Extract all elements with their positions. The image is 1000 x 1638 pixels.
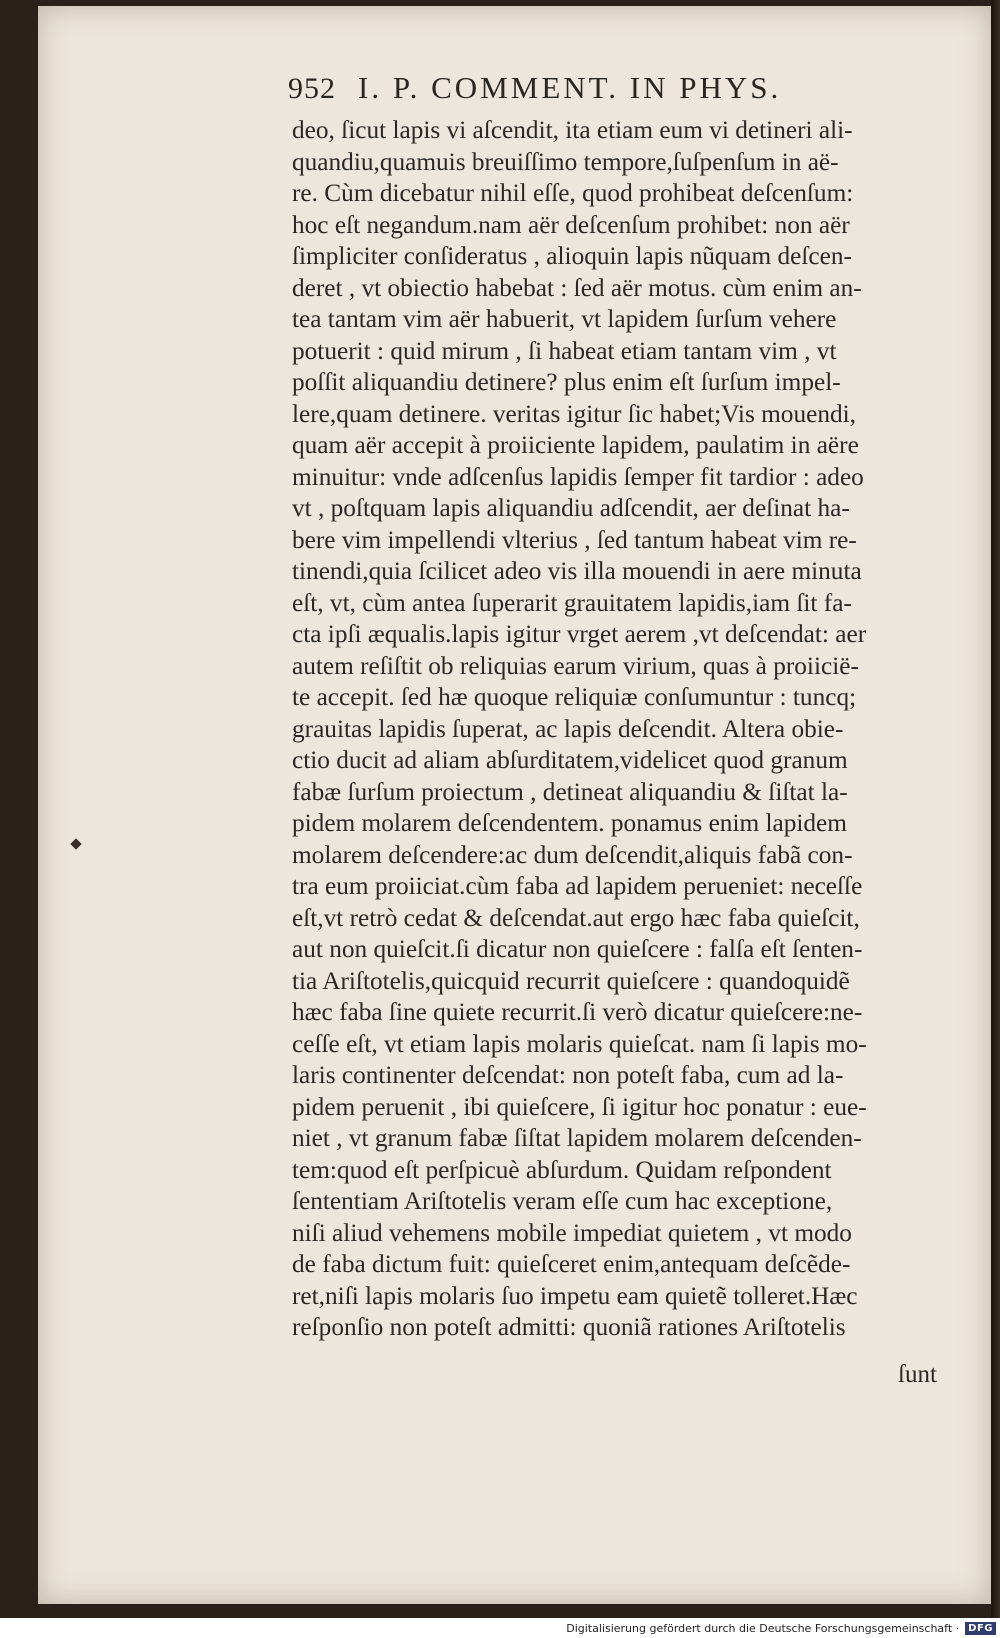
text-line: cta ipſi æqualis.lapis igitur vrget aerem ,vt deſcendat: aer — [292, 620, 867, 648]
text-line: poſſit aliquandiu detinere? plus enim eſt ſurſum impel- — [292, 368, 841, 396]
catchword: ſunt — [898, 1361, 937, 1388]
text-line: deret , vt obiectio habebat : ſed aër motus. cùm enim an- — [292, 273, 862, 302]
text-line: tia Ariſtotelis,quicquid recurrit quieſcere : quandoquidẽ — [292, 966, 850, 995]
text-line: niet , vt granum fabæ ſiſtat lapidem molarem deſcenden- — [292, 1124, 862, 1152]
text-line: hoc eſt negandum.nam aër deſcenſum prohibet: non aër — [292, 210, 850, 239]
text-line: minuitur: vnde adſcenſus lapidis ſemper fit tardior : adeo — [292, 462, 864, 491]
digitization-footer — [0, 1618, 1000, 1638]
text-line: tinendi,quia ſcilicet adeo vis illa mouendi in aere minuta — [292, 557, 862, 585]
text-line: eſt,vt retrò cedat & deſcendat.aut ergo hæc faba quieſcit, — [292, 903, 860, 932]
text-line: reſponſio non poteſt admitti: quoniã rationes Ariſtotelis — [292, 1313, 846, 1341]
text-line: ret,niſi lapis molaris ſuo impetu eam quietẽ tolleret.Hæc — [292, 1281, 858, 1310]
text-line: ceſſe eſt, vt etiam lapis molaris quieſcat. nam ſi lapis mo- — [292, 1029, 867, 1058]
text-line: quam aër accepit à proiiciente lapidem, paulatim in aëre — [292, 431, 859, 459]
text-line: ſimpliciter conſideratus , alioquin lapis nũquam deſcen- — [292, 242, 852, 270]
text-line: ſententiam Ariſtotelis veram eſſe cum hac exceptione, — [292, 1187, 833, 1215]
text-line: potuerit : quid mirum , ſi habeat etiam tantam vim , vt — [292, 336, 837, 365]
funding-credit: Digitalisierung gefördert durch die Deutsche Forschungsgemeinschaft · — [566, 1621, 960, 1635]
dfg-logo: DFG — [965, 1622, 996, 1635]
text-line: grauitas lapidis ſuperat, ac lapis deſcendit. Altera obie- — [292, 714, 844, 743]
text-line: tem:quod eſt perſpicuè abſurdum. Quidam reſpondent — [292, 1155, 832, 1184]
text-line: te accepit. ſed hæ quoque reliquiæ conſumuntur : tuncq; — [292, 683, 857, 711]
text-line: ctio ducit ad aliam abſurditatem,videlicet quod granum — [292, 746, 848, 774]
text-line: vt , poſtquam lapis aliquandiu adſcendit, aer deſinat ha- — [292, 494, 850, 522]
text-line: tea tantam vim aër habuerit, vt lapidem ſurſum vehere — [292, 305, 837, 333]
text-line: fabæ ſurſum proiectum , detineat aliquandiu & ſiſtat la- — [292, 777, 848, 806]
text-line: deo, ſicut lapis vi aſcendit, ita etiam eum vi detineri ali- — [292, 116, 853, 144]
text-line: hæc faba ſine quiete recurrit.ſi verò dicatur quieſcere:ne- — [292, 998, 863, 1026]
text-line: laris continenter deſcendat: non poteſt faba, cum ad la- — [292, 1061, 844, 1089]
text-line: pidem molarem deſcendentem. ponamus enim lapidem — [292, 809, 847, 837]
page-header — [288, 70, 948, 110]
text-line: eſt, vt, cùm antea ſuperarit grauitatem lapidis,iam ſit fa- — [292, 588, 852, 617]
text-line: niſi aliud vehemens mobile impediat quietem , vt modo — [292, 1218, 852, 1247]
running-head: I. P. COMMENT. IN PHYS. — [358, 70, 782, 105]
text-line: autem reſiſtit ob reliquias earum virium, quas à proiicië- — [292, 651, 859, 680]
text-line: tra eum proiiciat.cùm faba ad lapidem perueniet: neceſſe — [292, 872, 863, 900]
page-edge — [991, 0, 1000, 1618]
text-line: bere vim impellendi vlterius , ſed tantum habeat vim re- — [292, 525, 857, 554]
text-line: re. Cùm dicebatur nihil eſſe, quod prohibeat deſcenſum: — [292, 179, 854, 207]
page-number: 952 — [288, 72, 336, 105]
text-line: pidem peruenit , ibi quieſcere, ſi igitur hoc ponatur : eue- — [292, 1092, 867, 1121]
text-line: molarem deſcendere:ac dum deſcendit,aliquis fabã con- — [292, 840, 853, 869]
body-text — [292, 115, 950, 1344]
text-line: de faba dictum fuit: quieſceret enim,antequam deſcẽde- — [292, 1250, 851, 1278]
text-line: lere,quam detinere. veritas igitur ſic habet;Vis mouendi, — [292, 399, 856, 428]
text-line: quandiu,quamuis breuiſſimo tempore,ſuſpenſum in aë- — [292, 147, 839, 176]
text-line: aut non quieſcit.ſi dicatur non quieſcere : falſa eſt ſenten- — [292, 935, 863, 963]
